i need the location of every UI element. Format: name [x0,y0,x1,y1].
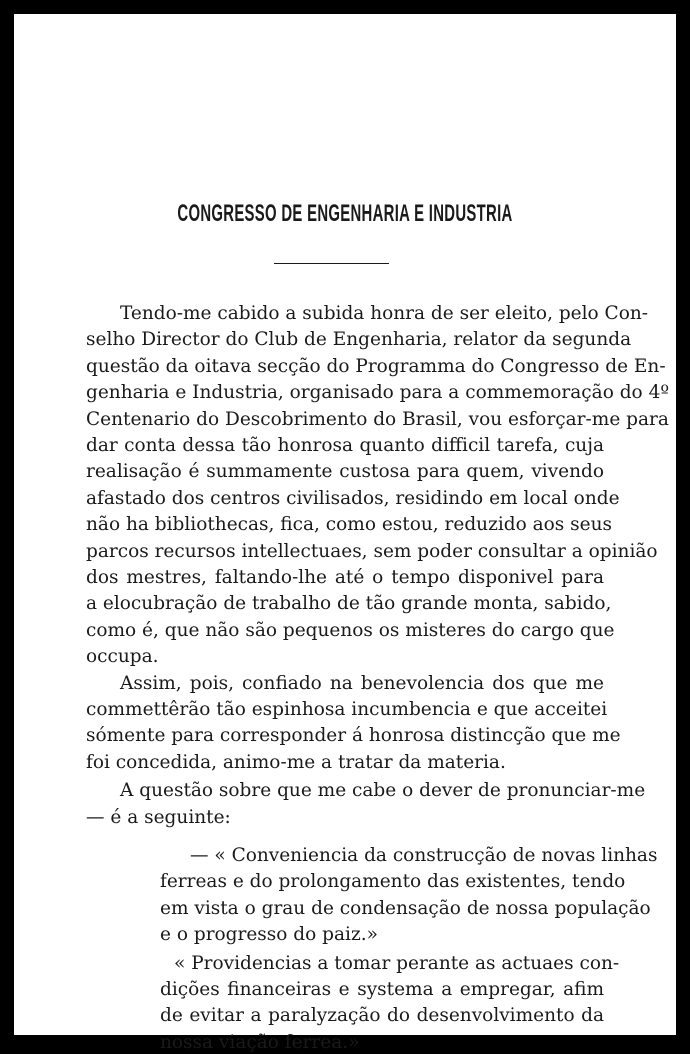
text-line: occupa. [86,646,159,668]
text-line: dos mestres, faltando-lhe até o tempo disponivel para [86,567,604,588]
text-line: — é a seguinte: [86,806,231,828]
text-line: selho Director do Club de Engenharia, relator da segunda [86,329,632,351]
text-line: Centenario do Descobrimento do Brasil, vou esforçar-me para [86,408,669,430]
text-line: realisação é summamente custosa para quem, vivendo [86,461,604,483]
text-line: genharia e Industria, organisado para a commemoração do 4º [86,382,670,404]
text-line: não ha bibliothecas, fica, como estou, reduzido aos seus [86,514,613,536]
text-line: Tendo-me cabido a subida honra de ser eleito, pelo Con- [120,303,649,324]
text-line: foi concedida, animo-me a tratar da materia. [86,751,506,773]
text-line: questão da oitava secção do Programma do Congresso de En- [86,355,666,377]
quote-line: em vista o grau de condensação de nossa população [160,897,651,919]
quote-line: nossa viação ferrea.» [160,1031,360,1053]
quote-line: dições financeiras e systema a empregar, afim [160,979,604,1000]
text-line: commettêrão tão espinhosa incumbencia e que acceitei [86,699,608,720]
quote-line: de evitar a paralyzação do desenvolvimento da [160,1005,604,1027]
text-line: parcos recursos intellectuaes, sem poder consultar a opinião [86,540,658,562]
text-line: dar conta dessa tão honrosa quanto difficil tarefa, cuja [86,435,604,456]
text-line: A questão sobre que me cabe o dever de pronunciar-me [120,780,646,802]
book-page [14,14,676,1053]
page-title: CONGRESSO DE ENGENHARIA E INDUSTRIA [177,200,513,227]
text-line: como é, que não são pequenos os misteres do cargo que [86,619,615,641]
text-line: Assim, pois, confiado na benevolencia dos que me [120,672,604,694]
text-line: a elocubração de trabalho de tão grande monta, sabido, [86,593,612,615]
title-divider [274,263,389,264]
quote-line: ferreas e do prolongamento das existentes, tendo [160,871,626,893]
text-line: afastado dos centros civilisados, residindo em local onde [86,487,620,509]
quote-line: e o progresso do paiz.» [160,924,378,946]
text-line: sómente para corresponder á honrosa distincção que me [86,725,621,747]
quote-line: « Providencias a tomar perante as actuaes con- [174,952,620,974]
quote-line: — « Conveniencia da construcção de novas linhas [190,845,658,866]
